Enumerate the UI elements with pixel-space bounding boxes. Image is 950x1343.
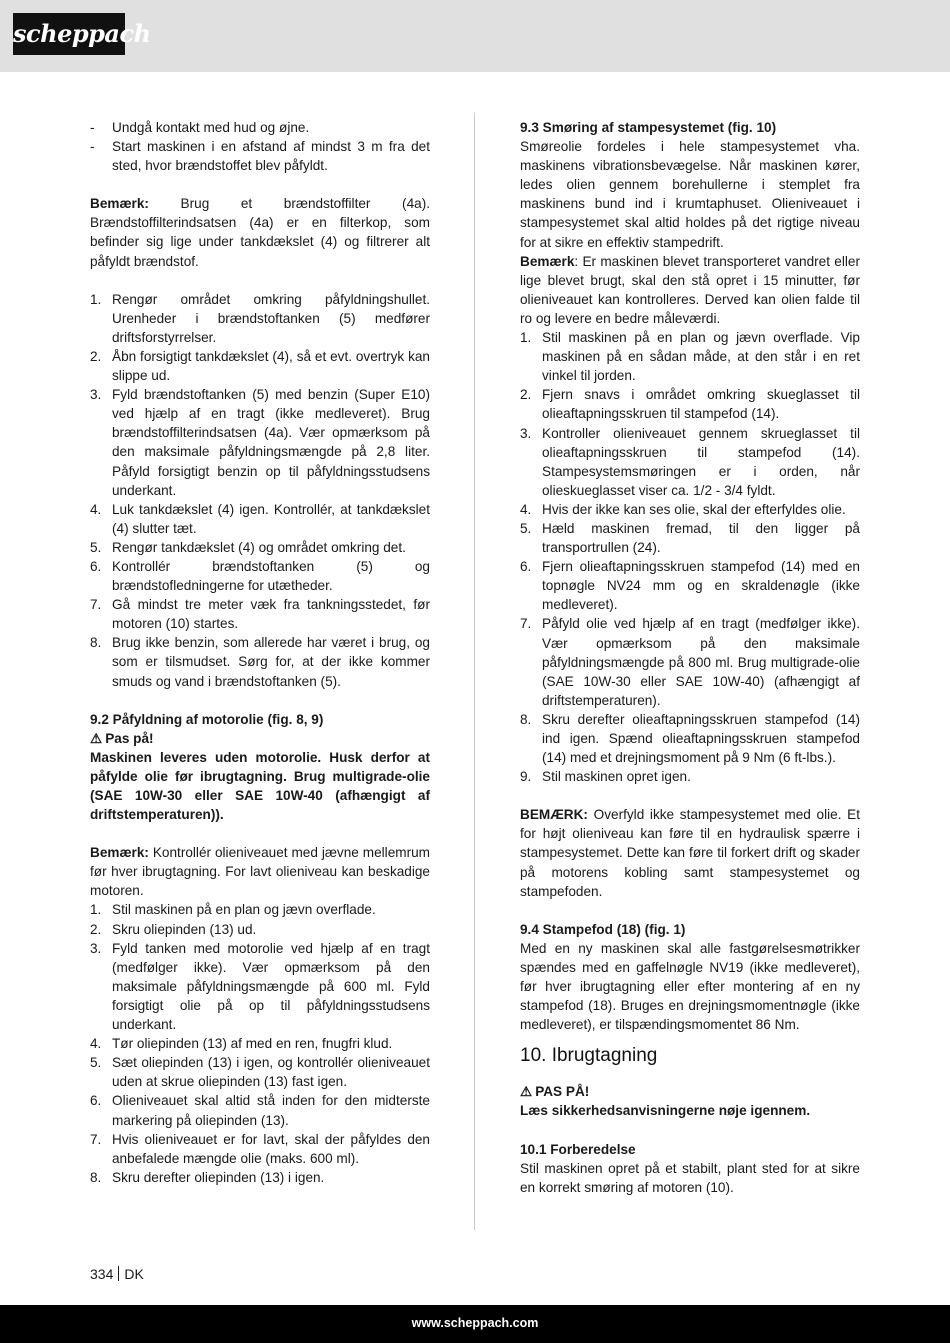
section-heading-10-1: 10.1 Forberedelse bbox=[520, 1141, 636, 1157]
scheppach-logo: scheppach bbox=[13, 13, 125, 55]
list-item: 7. Påfyld olie ved hjælp af en tragt (medfølger ikke). Vær opmærksom på den maksimale påfyldningsmængde på 800 ml. Brug multigrade-olie (SAE 10W-30 eller SAE 10W-40) (afhængigt af driftstemperaturen). bbox=[520, 616, 860, 708]
list-item: 8. Skru derefter oliepinden (13) i igen. bbox=[90, 1169, 325, 1185]
list-item: 3. Fyld tanken med motorolie ved hjælp af en tragt (medfølger ikke). Vær opmærksom på den maksimale påfyldningsmængde på 600 ml. Fyld forsigtigt olie på op til påfyldningsstudsens underkant. bbox=[90, 940, 430, 1033]
fuel-filter-note: Bemærk: Brug et brændstoffilter (4a). Brændstoffilterindsatsen (4a) er en filterkop, som befinder sig lige under tankdækslet (4) og filtrerer alt påfyldt brændstof. bbox=[90, 196, 430, 269]
list-item: 6. Fjern olieaftapningsskruen stampefod (14) med en topnøgle NV24 mm og en skraldenøgle (ikke medleveret). bbox=[520, 559, 860, 613]
list-item: 4. Tør oliepinden (13) af med en ren, fnugfri klud. bbox=[90, 1036, 393, 1052]
list-item: 6. Kontrollér brændstoftanken (5) og brændstofledningerne for utætheder. bbox=[90, 558, 430, 594]
overfill-caution: BEMÆRK: Overfyld ikke stampesystemet med olie. Et for højt olieniveau kan føre til en hydraulisk spærre i stampesystemet. Dette kan føre til forkert drift og skader på motorens kobling samt stampesystemet og stampefoden. bbox=[520, 807, 860, 899]
precaution-list bbox=[90, 118, 430, 175]
list-item: 1. Stil maskinen på en plan og jævn overflade. Vip maskinen på en sådan måde, at den står i en ret vinkel til jorden. bbox=[520, 330, 860, 384]
section-heading-9-3: 9.3 Smøring af stampesystemet (fig. 10) bbox=[520, 120, 777, 135]
warning-heading: ⚠ Pas på! bbox=[90, 730, 154, 746]
list-item: 8. Skru derefter olieaftapningsskruen stampefod (14) ind igen. Spænd olieaftapningsskruen stampefod (14) med et drejningsmoment på 9 Nm (6 ft-lbs.). bbox=[520, 711, 860, 766]
website-link[interactable]: www.scheppach.com bbox=[411, 1316, 539, 1330]
warning-text: Læs sikkerhedsanvisningerne nøje igennem. bbox=[520, 1103, 811, 1119]
list-item: - Undgå kontakt med hud og øjne. bbox=[90, 120, 310, 135]
list-item: 6. Olieniveauet skal altid stå inden for den midterste markering på oliepinden (13). bbox=[90, 1093, 430, 1128]
list-item: 1. Stil maskinen på en plan og jævn overflade. bbox=[90, 902, 376, 918]
list-item: 7. Gå mindst tre meter væk fra tankningsstedet, før motoren (10) startes. bbox=[90, 597, 430, 632]
list-item: 5. Hæld maskinen fremad, til den ligger på transportrullen (24). bbox=[520, 520, 860, 556]
list-item: 5. Rengør tankdækslet (4) og området omkring det. bbox=[90, 539, 406, 555]
list-item: 2. Åbn forsigtigt tankdækslet (4), så et evt. overtryk kan slippe ud. bbox=[90, 348, 430, 384]
list-item: 3. Kontroller olieniveauet gennem skrueglasset til olieaftapningsskruen til stampefod (14). Stampesystemsmøringen er i orden, når olieskueglasset viser ca. 1/2 - 3/4 fyldt. bbox=[520, 425, 860, 498]
oil-level-note: Bemærk: Kontrollér olieniveauet med jævne mellemrum før hver ibrugtagning. For lavt olieniveau kan beskadige motoren. bbox=[90, 845, 430, 899]
lubrication-text: Smøreolie fordeles i hele stampesystemet vha. maskinens vibrationsbevægelse. Når maskinen kører, ledes olien gennem borehullerne i stemplet fra maskinens bund ind i krumtaphuset. Olieniveauet i stampesystemet skal altid holdes på det rigtige niveau for at sikre en effektiv stampedrift. bbox=[520, 139, 860, 250]
section-heading-9-4: 9.4 Stampefod (18) (fig. 1) bbox=[520, 921, 686, 937]
page-number: 334 DK bbox=[90, 1266, 144, 1282]
warning-icon: ⚠ bbox=[90, 730, 103, 746]
list-item: 5. Sæt oliepinden (13) i igen, og kontrollér olieniveauet uden at skrue oliepinden (13) fast igen. bbox=[90, 1055, 430, 1090]
list-item: 9. Stil maskinen opret igen. bbox=[520, 769, 691, 785]
list-item: - Start maskinen i en afstand af mindst 3 m fra det sted, hvor brændstoffet blev påfyldt. bbox=[90, 139, 430, 174]
list-item: 4. Hvis der ikke kan ses olie, skal der efterfyldes olie. bbox=[520, 501, 846, 517]
page-header bbox=[0, 0, 950, 72]
warning-text: Maskinen leveres uden motorolie. Husk derfor at påfylde olie før ibrugtagning. Brug multigrade-olie (SAE 10W-30 eller SAE 10W-40 (afhængigt af driftstemperaturen)). bbox=[90, 749, 430, 823]
right-column bbox=[520, 118, 860, 1197]
warning-icon: ⚠ bbox=[520, 1084, 533, 1100]
rammer-foot-text: Med en ny maskinen skal alle fastgørelsesmøtrikker spændes med en gaffelnøgle NV19 (ikke medleveret), før hver ibrugtagning eller efter montering af en ny stampefod (18). Bruges en drejningsmomentnøgle (ikke medleveret), er tilspændingsmomentet 86 Nm. bbox=[520, 940, 860, 1033]
refuel-steps bbox=[90, 290, 430, 691]
list-item: 4. Luk tankdækslet (4) igen. Kontrollér, at tankdækslet (4) slutter tæt. bbox=[90, 501, 430, 536]
left-column bbox=[90, 118, 430, 1187]
list-item: 2. Skru oliepinden (13) ud. bbox=[90, 921, 257, 937]
list-item: 8. Brug ikke benzin, som allerede har været i brug, og som er tilsmudset. Sørg for, at der ikke kommer smuds og vand i brændstoftanken (5). bbox=[90, 635, 430, 689]
list-item: 3. Fyld brændstoftanken (5) med benzin (Super E10) ved hjælp af en tragt (ikke medleveret). Brug brændstoffilterindsatsen (4a). Vær opmærksom på den maksimale påfyldningsmængde på 2,8 liter. Påfyld forsigtigt benzin op til påfyldningsstudsens underkant. bbox=[90, 387, 430, 498]
list-item: 1. Rengør området omkring påfyldningshullet. Urenheder i brændstoftanken (5) medfører driftsforstyrrelser. bbox=[90, 291, 430, 345]
preparation-text: Stil maskinen opret på et stabilt, plant sted for at sikre en korrekt smøring af motoren (10). bbox=[520, 1160, 860, 1195]
section-heading-10: 10. Ibrugtagning bbox=[520, 1045, 658, 1067]
page-footer bbox=[0, 1305, 950, 1343]
transport-note: Bemærk: Er maskinen blevet transporteret vandret eller lige blevet brugt, skal den stå opret i 15 minutter, før olieniveauet kan kontrolleres. Derved kan olien falde til ro og levere en bedre måleværdi. bbox=[520, 253, 860, 326]
warning-heading: ⚠ PAS PÅ! bbox=[520, 1084, 590, 1100]
list-item: 7. Hvis olieniveauet er for lavt, skal der påfyldes den anbefalede mængde olie (maks. 600 ml). bbox=[90, 1131, 430, 1166]
rammer-oil-steps bbox=[520, 328, 860, 786]
column-divider bbox=[474, 113, 475, 1230]
section-heading-9-2: 9.2 Påfyldning af motorolie (fig. 8, 9) bbox=[90, 711, 324, 727]
list-item: 2. Fjern snavs i området omkring skueglasset til olieaftapningsskruen til stampefod (14). bbox=[520, 387, 860, 422]
engine-oil-steps bbox=[90, 900, 430, 1186]
